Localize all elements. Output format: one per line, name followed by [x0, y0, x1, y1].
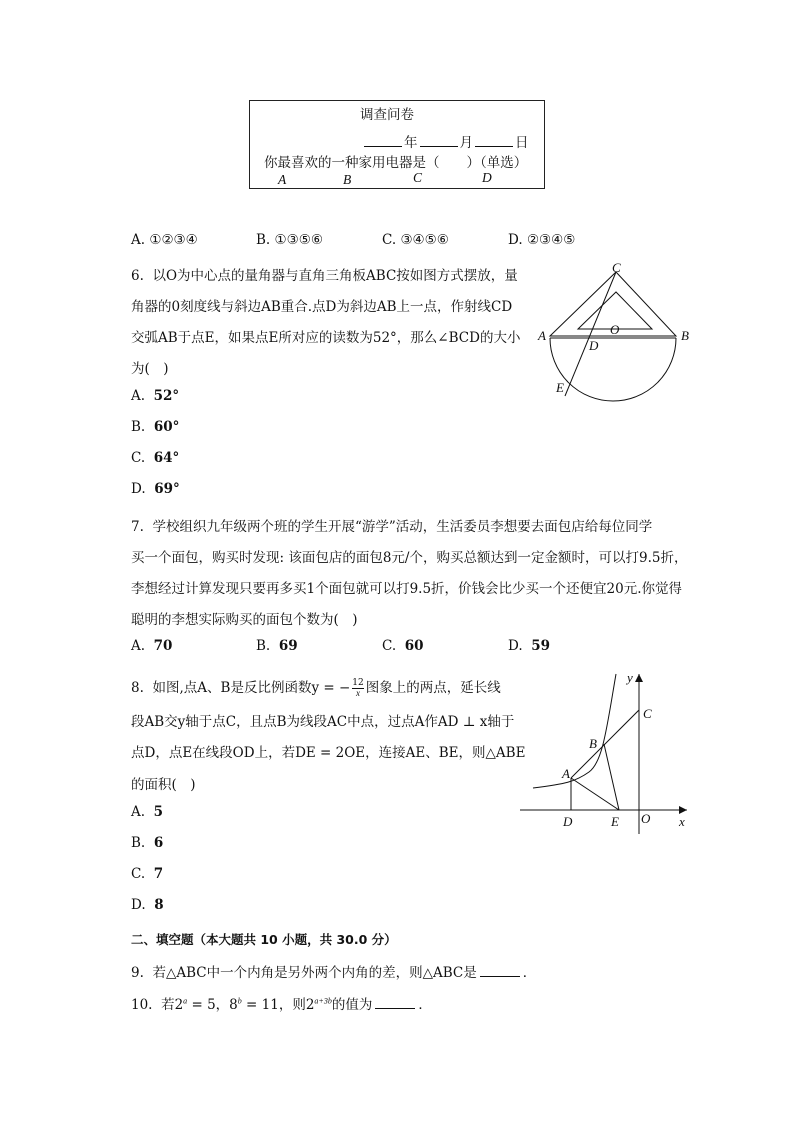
label-d: D — [589, 338, 599, 353]
q8-choice-d: D. 8 — [131, 897, 164, 913]
label-c: C — [612, 260, 621, 275]
q5-choice-d: D. ②③④⑤ — [508, 232, 576, 248]
line-ac — [571, 710, 639, 778]
q8-line3: 点D，点E在线段OD上，若DE = 2OE，连接AE、BE，则△ABE — [131, 745, 526, 761]
survey-option-d: D — [482, 170, 492, 185]
q6-choice-a: A. 52° — [131, 388, 180, 404]
q8-line2: 段AB交y轴于点C，且点B为线段AC中点，过点A作AD ⊥ x轴于 — [131, 714, 515, 730]
survey-question: 你最喜欢的一种家用电器是（ ）（单选） — [264, 155, 528, 171]
section2-title: 二、填空题（本大题共 10 小题，共 30.0 分） — [131, 932, 397, 947]
line-be — [604, 744, 619, 810]
x-axis-arrow — [679, 806, 687, 814]
survey-option-c: C — [413, 170, 423, 185]
survey-option-b: B — [343, 172, 352, 187]
q7-line4: 聪明的李想实际购买的面包个数为( ) — [131, 612, 358, 628]
label-b: B — [589, 736, 597, 751]
q6-figure — [530, 258, 700, 408]
q7-choice-c: C. 60 — [382, 638, 424, 654]
label-y: y — [627, 670, 633, 685]
survey-option-a: A — [278, 172, 287, 187]
q9: 9. 若△ABC中一个内角是另外两个内角的差，则△ABC是 ． — [131, 965, 537, 981]
q6-choice-d: D. 69° — [131, 481, 180, 497]
q5-choice-a: A. ①②③④ — [131, 232, 198, 248]
label-d: D — [563, 814, 573, 829]
q6-choice-b: B. 60° — [131, 419, 180, 435]
q7-choice-d: D. 59 — [508, 638, 551, 654]
q5-choice-b: B. ①③⑤⑥ — [256, 232, 323, 248]
label-o: O — [610, 322, 620, 337]
q8-frac-num: 12 — [352, 678, 364, 688]
q8-choice-b: B. 6 — [131, 835, 164, 851]
label-c: C — [643, 706, 652, 721]
q7-line1: 7. 学校组织九年级两个班的学生开展“游学”活动，生活委员李想要去面包店给每位同学 — [131, 519, 653, 535]
label-a: A — [562, 766, 570, 781]
line-ae — [571, 778, 619, 810]
q6-line2: 角器的0刻度线与斜边AB重合.点D为斜边AB上一点，作射线CD — [131, 299, 513, 315]
q8-choice-a: A. 5 — [131, 804, 164, 820]
label-b: B — [681, 328, 689, 343]
y-axis-arrow — [635, 674, 643, 682]
protractor-arc — [550, 338, 676, 401]
survey-box — [249, 100, 545, 189]
q7-line2: 买一个面包，购买时发现: 该面包店的面包8元/个，购买总额达到一定金额时，可以打9.5折， — [131, 550, 688, 566]
q6-line4: 为( ) — [131, 361, 169, 377]
q8-choice-c: C. 7 — [131, 866, 164, 882]
q8-frac-den: x — [356, 688, 360, 698]
label-e: E — [611, 814, 619, 829]
q7-choice-b: B. 69 — [256, 638, 298, 654]
q5-choice-c: C. ③④⑤⑥ — [382, 232, 449, 248]
label-x: x — [679, 814, 685, 829]
q8-figure — [515, 666, 695, 836]
q8-line1: 8. 如图,点A、B是反比例函数y = − $\frac{12}{x}$ 图象上的两点，延长线 — [131, 678, 501, 698]
q6-line1: 6. 以O为中心点的量角器与直角三角板ABC按如图方式摆放，量 — [131, 268, 518, 284]
survey-title: 调查问卷 — [360, 107, 414, 123]
label-a: A — [538, 328, 546, 343]
q9-blank — [480, 964, 520, 977]
q7-choice-a: A. 70 — [131, 638, 173, 654]
hyperbola — [533, 674, 616, 788]
q10: 10. 若$2^a = 5$，$8^b = 11$，则$2^{a+3b}$的值为 ． — [131, 996, 432, 1013]
ray-cd — [565, 272, 616, 396]
survey-date: 年 月 日 — [362, 131, 529, 151]
label-e: E — [556, 380, 564, 395]
q6-choice-c: C. 64° — [131, 450, 180, 466]
q10-blank — [375, 996, 415, 1009]
q8-line4: 的面积( ) — [131, 777, 196, 793]
label-o: O — [641, 811, 651, 826]
q6-line3: 交弧AB于点E，如果点E所对应的读数为52°，那么∠BCD的大小 — [131, 330, 521, 346]
q7-line3: 李想经过计算发现只要再多买1个面包就可以打9.5折，价钱会比少买一个还便宜20元.你觉得 — [131, 581, 683, 597]
